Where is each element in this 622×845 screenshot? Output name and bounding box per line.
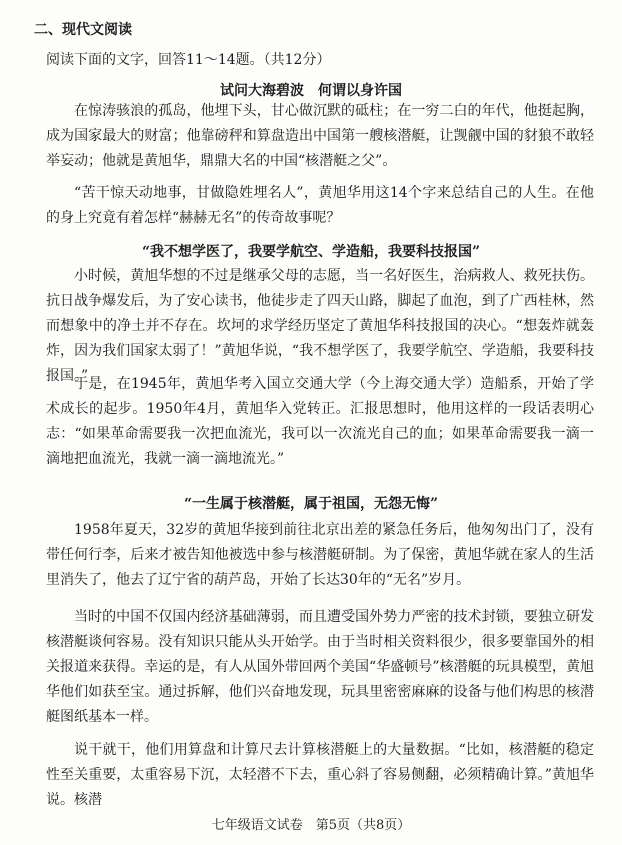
article-paragraph: 小时候，黄旭华想的不过是继承父母的志愿，当一名好医生，治病救人、救死扶伤。抗日战争爆发后，为了安心读书，他徒步走了四天山路，脚起了血泡，到了广西桂林，然而想象中的净土并不存在。坎坷的求学经历坚定了黄旭华科技报国的决心。“想轰炸就轰炸，因为我们国家太弱了！”黄旭华说，“我不想学医了，我要学航空、学造船，我要科技报国。”: [46, 268, 594, 384]
article-paragraph: 在惊涛骇浪的孤岛，他埋下头，甘心做沉默的砥柱；在一穷二白的年代，他挺起胸，成为国家最大的财富；他靠磅秤和算盘造出中国第一艘核潜艇，让觊觎中国的豺狼不敢轻举妄动；他就是黄旭华，鼎鼎大名的中国“核潜艇之父”。: [46, 103, 594, 169]
section-heading: 二、现代文阅读: [34, 22, 132, 38]
article-subheading: “我不想学医了，我要学航空、学造船，我要科技报国”: [141, 244, 481, 260]
article-paragraph: 1958年夏天，32岁的黄旭华接到前往北京出差的紧急任务后，他匆匆出门了，没有带任何行李，后来才被告知他被选中参与核潜艇研制。为了保密，黄旭华就在家人的生活里消失了，他去了辽宁省的葫芦岛，开始了长达30年的“无名”岁月。: [46, 522, 594, 588]
article-title: 试问大海碧波 何谓以身许国: [220, 83, 402, 99]
article-subheading: “一生属于核潜艇，属于祖国，无怨无悔”: [183, 496, 439, 512]
page-footer: 七年级语文试卷 第5页（共8页）: [211, 818, 411, 833]
article-paragraph: 当时的中国不仅国内经济基础薄弱，而且遭受国外势力严密的技术封锁，要独立研发核潜艇谈何容易。没有知识只能从头开始学。由于当时相关资料很少，很多要靠国外的相关报道来获得。幸运的是，有人从国外带回两个美国“华盛顿号”核潜艇的玩具模型，黄旭华他们如获至宝。通过拆解，他们兴奋地发现，玩具里密密麻麻的设备与他们构思的核潜艇图纸基本一样。: [46, 609, 594, 725]
question-instruction: 阅读下面的文字，回答11～14题。（共12分）: [46, 52, 331, 68]
article-paragraph: 说干就干，他们用算盘和计算尺去计算核潜艇上的大量数据。“比如，核潜艇的稳定性至关重要，太重容易下沉，太轻潜不下去，重心斜了容易侧翻，必须精确计算。”黄旭华说。核潜: [46, 742, 594, 808]
article-paragraph: 于是，在1945年，黄旭华考入国立交通大学（今上海交通大学）造船系，开始了学术成长的起步。1950年4月，黄旭华入党转正。汇报思想时，他用这样的一段话表明心志：“如果革命需要我一次把血流光，我可以一次流光自己的血；如果革命需要我一滴一滴地把血流光，我就一滴一滴地流光。”: [46, 376, 594, 467]
article-paragraph: “苦干惊天动地事，甘做隐姓埋名人”，黄旭华用这14个字来总结自己的人生。在他的身上究竟有着怎样“赫赫无名”的传奇故事呢？: [46, 185, 594, 226]
